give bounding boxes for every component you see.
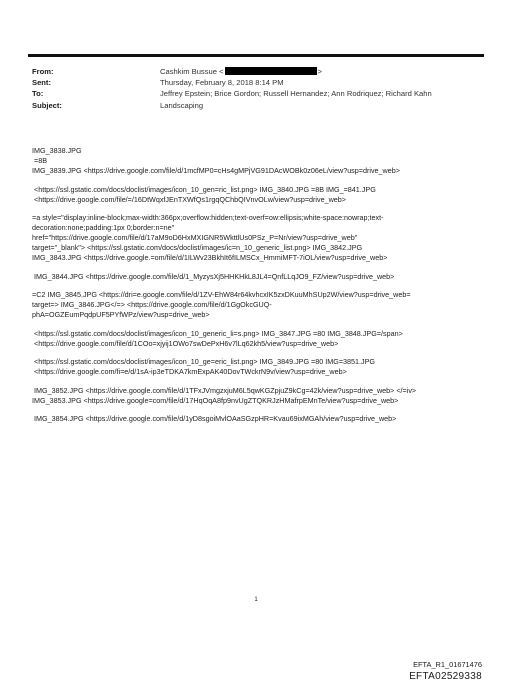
top-rule (28, 54, 484, 57)
body-paragraph: =a style="display:inline-block;max-width:366px;overflow:hidden;text-overf=ow:ellipsis;white-space:nowrap;text- decoration:none;padding:1px 0;border:n=ne" href="https://drive.google.com/file/d/17aM9oD6HxMXIGNR5WkttlUs0PSz_P=Nr/view?usp=drive_web" target="_blank"> <https://ssl.gstatic.com/docs/doclist/images/ic=n_10_generic_list.png> IMG_3842.JPG IMG_3843.JPG <https://drive.google.=om/file/d/1ILWv23BkhIt6fILMSCx_HmmiMFT-7iOL/view?usp=drive_web> (32, 213, 388, 262)
body-paragraph: IMG_3844.JPG <https://drive.google.com/file/d/1_MyzysXj5HHKHkL8JL4=QnfLLqJO9_FZ/view?usp=drive_web> (32, 271, 395, 281)
from-value: Cashkim Bussue < > (160, 67, 322, 76)
body-paragraph: IMG_3854.JPG <https://drive.google.com/file/d/1yD8sgoiMvlOAaSGzpHR=Kvau69ixMGAh/view?usp=drive_web> (32, 414, 397, 423)
document-id-large: EFTA02529338 (409, 671, 482, 682)
body-paragraph: <https://ssl.gstatic.com/docs/doclist/images/icon_10_ge=eric_list.png> IMG_3849.JPG =80 IMG=3851.JPG <https://drive.google.com/fi=e/d/1sA-ip3eTDKA7kmExpAK40DovTWckrN9v/view?usp=drive_web> (33, 357, 375, 376)
body-paragraph: =C2 IMG_3845.JPG <https://dri=e.google.com/file/d/1ZV-EhW84r64kvhcxIK5zxDKuuMhSUp2W/view?usp=drive_web= target=> IMG_3846.JPG</=> <https://drive.google.com/file/d/1GgOkcGUQ- phA=OGZEumPqdpUF5PYfWPz/view?usp=drive_web> (32, 290, 411, 319)
sent-label: Sent: (32, 78, 51, 88)
from-label: From: (32, 67, 54, 76)
email-header (32, 66, 432, 111)
sent-value: Thursday, February 8, 2018 8:14 PM (160, 78, 284, 88)
page-number: 1 (254, 597, 258, 603)
body-paragraph: <https://ssl.gstatic.com/docs/doclist/images/icon_10_generic_li=s.png> IMG_3847.JPG =80 IMG_3848.JPG=/span> <https://drive.google.com/file/d/1COo=xjyij1OWo7swDePxH6v7lLq62kh5/view?usp=drive_web> (33, 328, 403, 348)
to-row (32, 88, 432, 99)
subject-label: Subject: (32, 100, 62, 110)
to-label: To: (32, 89, 44, 99)
subject-value: Landscaping (160, 100, 204, 110)
subject-row (32, 100, 432, 111)
body-paragraph: IMG_3852.JPG <https://drive.google.com/file/d/1TFxJVmgzxjuM6L5qwKGZpjuZ9kCg=42k/view?usp=drive_web> </=iv> IMG_3853.JPG <https://drive.google=com/file/d/17HqOqA8fp9nvUgZTQKRJzHMafrpEMnTe/view?usp=drive_web> (32, 385, 417, 405)
email-body (32, 146, 484, 433)
to-value: Jeffrey Epstein; Brice Gordon; Russell Hernandez; Ann Rodriquez; Richard Kahn (160, 89, 432, 99)
document-id-small: EFTA_R1_01671476 (413, 660, 482, 669)
redaction-box (225, 67, 317, 75)
body-paragraph: IMG_3838.JPG =8B IMG_3839.JPG <https://drive.google.com/file/d/1mcfMP0=cHs4gMPjVG91DAcWOBk0z06eL/view?usp=drive_web> (32, 146, 400, 175)
body-paragraph: <https://ssl.gstatic.com/docs/doclist/images/icon_10_gen=ric_list.png> IMG_3840.JPG =8B IMG_=841.JPG <https://drive.google.com/file/=/16DtWqxfJEnTXWfQs1rgqQChbQIVnvOLw/view?usp=drive_web> (33, 184, 376, 204)
from-row (32, 66, 432, 77)
sent-row (32, 77, 432, 88)
